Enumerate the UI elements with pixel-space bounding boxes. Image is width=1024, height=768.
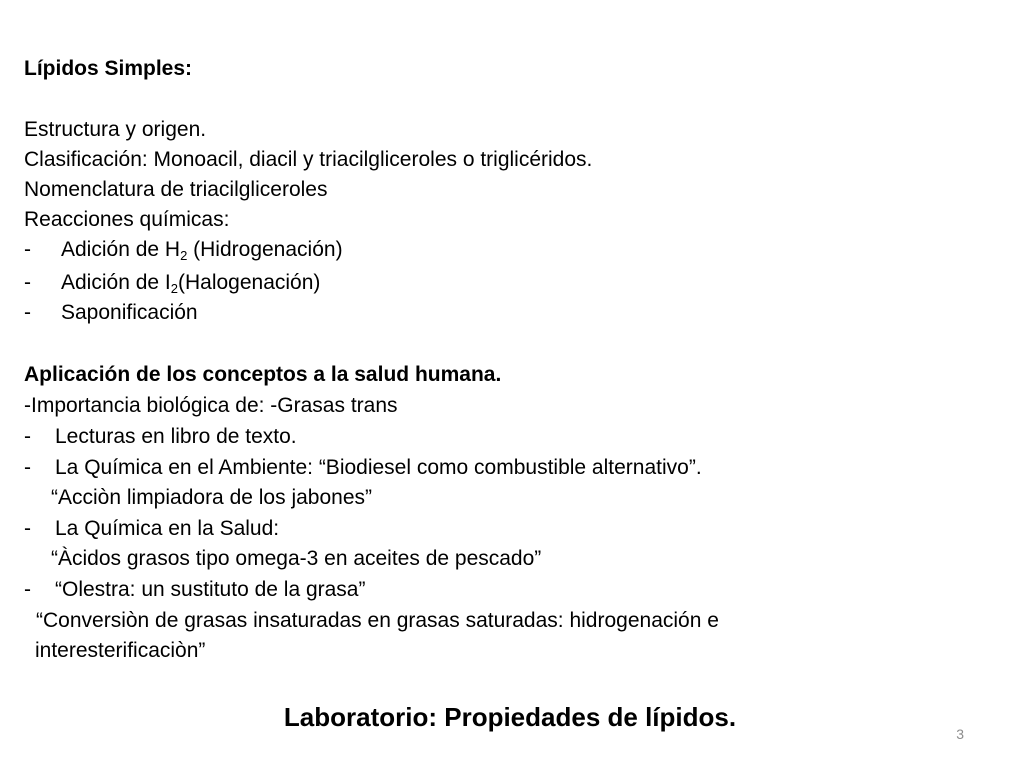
- conversion-line: “Conversiòn de grasas insaturadas en grasas saturadas: hidrogenación e: [36, 609, 719, 632]
- bullet-dash: -: [24, 578, 31, 601]
- page-number: 3: [956, 726, 964, 742]
- subscript-2: 2: [180, 248, 188, 263]
- lab-title-text: Laboratorio: Propiedades de lípidos.: [283, 702, 737, 732]
- bullet-dash: -: [24, 517, 31, 540]
- bullet-dash: -: [24, 456, 31, 479]
- bullet-dash: -: [24, 271, 31, 294]
- structure-origin-line: Estructura y origen.: [24, 118, 207, 141]
- bullet-dash: -: [24, 238, 31, 261]
- readings-label: Lecturas en libro de texto.: [55, 425, 297, 448]
- health-label: La Química en la Salud:: [55, 517, 280, 540]
- reaction-halogenation-pre: Adición de I: [61, 271, 171, 294]
- lab-title: [0, 701, 1024, 733]
- omega3-line: “Àcidos grasos tipo omega-3 en aceites de pescado”: [51, 547, 542, 570]
- bullet-dash: -: [24, 301, 31, 324]
- classification-line: Clasificación: Monoacil, diacil y triacilgliceroles o triglicéridos.: [24, 148, 593, 171]
- bullet-dash: -: [24, 425, 31, 448]
- olestra-label: “Olestra: un sustituto de la grasa”: [55, 578, 366, 601]
- interesterification-line: interesterificaciòn”: [35, 639, 206, 662]
- chemical-reactions-line: Reacciones químicas:: [24, 208, 230, 231]
- reaction-hydrogenation-pre: Adición de H: [61, 238, 181, 261]
- simple-lipids-heading: Lípidos Simples:: [24, 57, 193, 80]
- subscript-2: 2: [170, 281, 178, 296]
- saponification-label: Saponificación: [61, 301, 198, 324]
- reaction-hydrogenation-post: (Hidrogenación): [187, 238, 343, 261]
- application-heading: Aplicación de los conceptos a la salud humana.: [24, 363, 502, 386]
- reaction-halogenation-post: (Halogenación): [177, 271, 321, 294]
- soaps-cleaning-line: “Acciòn limpiadora de los jabones”: [51, 486, 372, 509]
- environment-label: La Química en el Ambiente: “Biodiesel como combustible alternativo”.: [55, 456, 702, 479]
- biological-importance-line: -Importancia biológica de: -Grasas trans: [24, 394, 398, 417]
- nomenclature-line: Nomenclatura de triacilgliceroles: [24, 178, 328, 201]
